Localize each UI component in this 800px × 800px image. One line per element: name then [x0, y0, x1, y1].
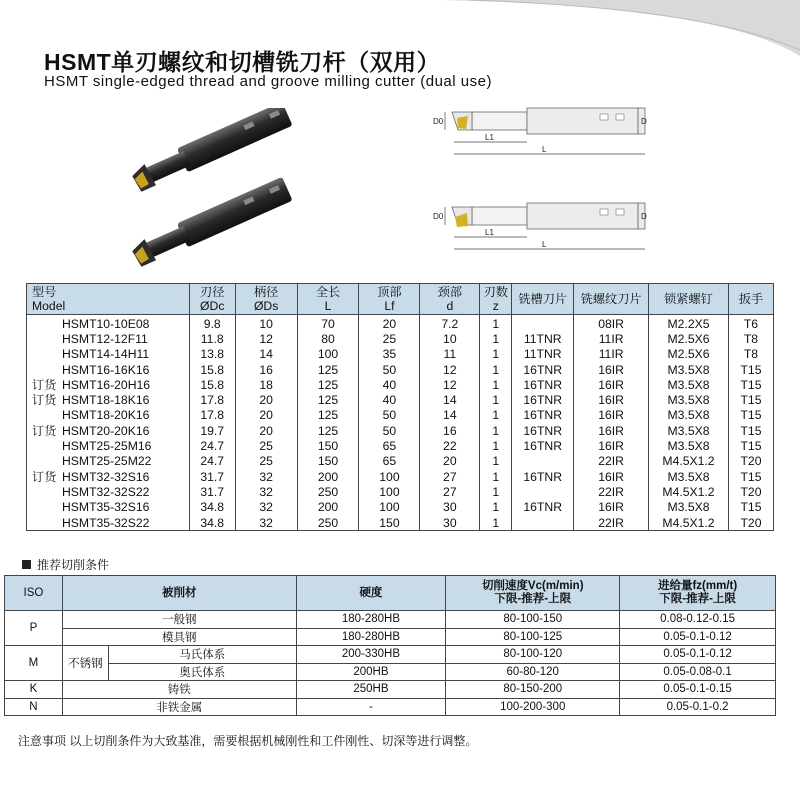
header-dc: [189, 284, 235, 315]
lf-cell: 65: [359, 454, 420, 469]
ds-cell: 18: [235, 377, 297, 392]
header-l-sym: L: [324, 299, 332, 313]
model-cell: [27, 469, 190, 484]
spec-row: [27, 423, 774, 438]
thread-cell: 16IR: [574, 362, 649, 377]
footer-note: 注意事项 以上切削条件为大致基准，需要根据机械刚性和工件刚性、切深等进行调整。: [18, 734, 478, 748]
header-material: 被削材: [62, 576, 296, 611]
thread-cell: 16IR: [574, 469, 649, 484]
thread-cell: 16IR: [574, 438, 649, 453]
speed-cell: 80-100-120: [446, 646, 620, 664]
wrench-cell: T15: [728, 438, 773, 453]
bullet-square-icon: [22, 560, 31, 569]
screw-cell: M4.5X1.2: [649, 515, 729, 531]
model-cell: [27, 315, 190, 332]
header-dc-cn: 刃径: [200, 285, 225, 299]
groove-cell: 16TNR: [512, 362, 574, 377]
model-cell: [27, 331, 190, 346]
model-cell: [27, 347, 190, 362]
screw-cell: M3.5X8: [649, 362, 729, 377]
d-cell: 12: [420, 377, 480, 392]
wrench-cell: T15: [728, 392, 773, 407]
l-cell: 100: [297, 347, 359, 362]
screw-cell: M2.5X6: [649, 331, 729, 346]
spec-row: [27, 392, 774, 407]
d-cell: 14: [420, 392, 480, 407]
z-cell: 1: [480, 315, 512, 332]
dc-cell: 34.8: [189, 515, 235, 531]
wrench-cell: T15: [728, 362, 773, 377]
ds-cell: 25: [235, 454, 297, 469]
dc-cell: 34.8: [189, 500, 235, 515]
model-name: HSMT20-20K16: [62, 423, 150, 438]
thread-cell: 16IR: [574, 392, 649, 407]
cutting-row: [5, 646, 776, 664]
spec-row: [27, 315, 774, 332]
dc-cell: 15.8: [189, 362, 235, 377]
hardness-cell: 200HB: [296, 663, 446, 681]
stainless-group: 不锈钢: [62, 646, 108, 681]
d-cell: 12: [420, 362, 480, 377]
d-cell: 7.2: [420, 315, 480, 332]
header-feed: [620, 576, 776, 611]
wrench-cell: T20: [728, 454, 773, 469]
speed-cell: 80-100-150: [446, 611, 620, 629]
lf-cell: 40: [359, 377, 420, 392]
z-cell: 1: [480, 362, 512, 377]
ds-cell: 32: [235, 515, 297, 531]
lf-cell: 35: [359, 347, 420, 362]
groove-cell: 16TNR: [512, 408, 574, 423]
thread-cell: 11IR: [574, 347, 649, 362]
header-lf-sym: Lf: [384, 299, 395, 313]
z-cell: 1: [480, 484, 512, 499]
lf-cell: 100: [359, 484, 420, 499]
ds-cell: 32: [235, 469, 297, 484]
speed-cell: 100-200-300: [446, 698, 620, 716]
hardness-cell: 250HB: [296, 681, 446, 699]
model-name: HSMT18-18K16: [62, 393, 150, 408]
l-cell: 125: [297, 377, 359, 392]
hardness-cell: 180-280HB: [296, 611, 446, 629]
d-cell: 16: [420, 423, 480, 438]
thread-cell: 22IR: [574, 515, 649, 531]
spec-header-row: [27, 284, 774, 315]
d-label: D: [641, 117, 647, 126]
header-l: [297, 284, 359, 315]
wrench-cell: T20: [728, 484, 773, 499]
cutting-header-row: [5, 576, 776, 611]
spec-row: [27, 454, 774, 469]
hardness-cell: 200-330HB: [296, 646, 446, 664]
header-iso: ISO: [5, 576, 63, 611]
ds-cell: 14: [235, 347, 297, 362]
hardness-cell: -: [296, 698, 446, 716]
wrench-cell: T8: [728, 331, 773, 346]
cutting-section-title: [22, 556, 109, 573]
d0-label: D0: [433, 117, 444, 126]
model-name: HSMT25-25M22: [62, 454, 152, 469]
l-label: L: [542, 145, 547, 154]
ds-cell: 20: [235, 408, 297, 423]
technical-drawing-threading: [430, 102, 655, 162]
model-cell: [27, 515, 190, 531]
lf-cell: 20: [359, 315, 420, 332]
material-cell: 一般钢: [62, 611, 296, 629]
groove-cell: 16TNR: [512, 438, 574, 453]
thread-cell: 22IR: [574, 454, 649, 469]
wrench-cell: T15: [728, 377, 773, 392]
speed-cell: 60-80-120: [446, 663, 620, 681]
product-photo: [120, 108, 310, 268]
spec-row: [27, 331, 774, 346]
material-cell: 马氏体系: [108, 646, 296, 664]
groove-cell: 16TNR: [512, 423, 574, 438]
iso-group-k: K: [5, 681, 63, 699]
model-name: HSMT18-20K16: [62, 408, 150, 423]
l-cell: 250: [297, 484, 359, 499]
l-cell: 200: [297, 500, 359, 515]
spec-row: [27, 500, 774, 515]
header-d-sym: d: [446, 299, 454, 313]
spec-row: [27, 408, 774, 423]
d-cell: 20: [420, 454, 480, 469]
page-title: HSMT单刃螺纹和切槽铣刀杆（双用）: [44, 49, 441, 75]
z-cell: 1: [480, 408, 512, 423]
d-cell: 14: [420, 408, 480, 423]
cutting-section-text: 推荐切削条件: [37, 558, 110, 572]
model-name: HSMT25-25M16: [62, 439, 152, 454]
d-cell: 11: [420, 347, 480, 362]
l-cell: 80: [297, 331, 359, 346]
header-ds-cn: 柄径: [253, 285, 279, 299]
order-tag: 订货: [32, 377, 57, 392]
material-cell: 非铁金属: [62, 698, 296, 716]
groove-cell: [512, 515, 574, 531]
dc-cell: 11.8: [189, 331, 235, 346]
z-cell: 1: [480, 438, 512, 453]
lf-cell: 65: [359, 438, 420, 453]
header-lf-cn: 顶部: [377, 285, 402, 299]
order-tag: 订货: [32, 393, 57, 408]
d-cell: 22: [420, 438, 480, 453]
header-feed-range: 下限-推荐-上限: [659, 593, 736, 605]
dc-cell: 15.8: [189, 377, 235, 392]
header-speed-label: 切削速度Vc(m/min): [481, 580, 584, 592]
lf-cell: 25: [359, 331, 420, 346]
screw-cell: M3.5X8: [649, 500, 729, 515]
material-cell: 模具钢: [62, 628, 296, 646]
feed-cell: 0.05-0.1-0.12: [620, 628, 776, 646]
z-cell: 1: [480, 454, 512, 469]
technical-drawing-grooving: [430, 197, 655, 257]
screw-cell: M3.5X8: [649, 408, 729, 423]
l-cell: 70: [297, 315, 359, 332]
header-feed-label: 进给量fz(mm/t): [657, 580, 738, 592]
model-name: HSMT16-20H16: [62, 377, 151, 392]
lf-cell: 100: [359, 469, 420, 484]
l-cell: 125: [297, 408, 359, 423]
groove-cell: 11TNR: [512, 347, 574, 362]
spec-row: [27, 362, 774, 377]
z-cell: 1: [480, 377, 512, 392]
screw-cell: M4.5X1.2: [649, 484, 729, 499]
dc-cell: 17.8: [189, 408, 235, 423]
order-tag: 订货: [32, 423, 57, 438]
groove-cell: [512, 454, 574, 469]
z-cell: 1: [480, 469, 512, 484]
feed-cell: 0.05-0.1-0.2: [620, 698, 776, 716]
spec-row: [27, 484, 774, 499]
header-d-cn: 颈部: [437, 285, 463, 299]
dc-cell: 31.7: [189, 469, 235, 484]
model-name: HSMT12-12F11: [62, 331, 148, 346]
wrench-cell: T15: [728, 500, 773, 515]
header-speed: [446, 576, 620, 611]
dc-cell: 13.8: [189, 347, 235, 362]
screw-cell: M2.5X6: [649, 347, 729, 362]
header-ds: [235, 284, 297, 315]
header-ds-sym: ØDs: [253, 299, 279, 313]
spec-row: [27, 347, 774, 362]
cutting-conditions-table: [4, 575, 776, 716]
header-model: [27, 284, 190, 315]
header-z: [480, 284, 512, 315]
l-cell: 150: [297, 454, 359, 469]
wrench-cell: T8: [728, 347, 773, 362]
iso-group-p: P: [5, 611, 63, 646]
groove-cell: [512, 315, 574, 332]
l1-label: L1: [485, 133, 494, 142]
l-label: L: [542, 240, 547, 249]
spec-row: [27, 377, 774, 392]
screw-cell: M4.5X1.2: [649, 454, 729, 469]
spec-row: [27, 469, 774, 484]
model-cell: [27, 484, 190, 499]
header-speed-range: 下限-推荐-上限: [494, 593, 572, 605]
material-cell: 奥氏体系: [108, 663, 296, 681]
header-model-en: Model: [32, 299, 66, 313]
iso-group-n: N: [5, 698, 63, 716]
l-cell: 200: [297, 469, 359, 484]
header-hardness: 硬度: [296, 576, 446, 611]
groove-cell: 11TNR: [512, 331, 574, 346]
thread-cell: 16IR: [574, 377, 649, 392]
ds-cell: 32: [235, 500, 297, 515]
dc-cell: 17.8: [189, 392, 235, 407]
screw-cell: M3.5X8: [649, 438, 729, 453]
dc-cell: 31.7: [189, 484, 235, 499]
model-name: HSMT32-32S22: [62, 484, 150, 499]
model-cell: [27, 500, 190, 515]
spec-body: [27, 315, 774, 531]
header-l-cn: 全长: [315, 285, 341, 299]
iso-group-m: M: [5, 646, 63, 681]
ds-cell: 32: [235, 484, 297, 499]
feed-cell: 0.05-0.1-0.12: [620, 646, 776, 664]
cutting-row: [5, 663, 776, 681]
model-cell: [27, 362, 190, 377]
l-cell: 125: [297, 392, 359, 407]
model-cell: [27, 392, 190, 407]
order-tag: 订货: [32, 469, 57, 484]
wrench-cell: T15: [728, 423, 773, 438]
lf-cell: 50: [359, 362, 420, 377]
model-name: HSMT35-32S16: [62, 500, 150, 515]
groove-cell: 16TNR: [512, 377, 574, 392]
speed-cell: 80-150-200: [446, 681, 620, 699]
d-cell: 27: [420, 469, 480, 484]
model-cell: [27, 377, 190, 392]
page-subtitle: HSMT single-edged thread and groove milling cutter (dual use): [44, 73, 492, 90]
screw-cell: M3.5X8: [649, 469, 729, 484]
thread-cell: 11IR: [574, 331, 649, 346]
d-cell: 30: [420, 500, 480, 515]
z-cell: 1: [480, 423, 512, 438]
spec-row: [27, 515, 774, 531]
model-name: HSMT16-16K16: [62, 362, 150, 377]
dc-cell: 9.8: [189, 315, 235, 332]
model-cell: [27, 408, 190, 423]
z-cell: 1: [480, 392, 512, 407]
header-z-cn: 刃数: [483, 285, 508, 299]
ds-cell: 20: [235, 423, 297, 438]
dc-cell: 19.7: [189, 423, 235, 438]
l-cell: 250: [297, 515, 359, 531]
wrench-cell: T15: [728, 408, 773, 423]
d-cell: 10: [420, 331, 480, 346]
speed-cell: 80-100-125: [446, 628, 620, 646]
z-cell: 1: [480, 331, 512, 346]
ds-cell: 16: [235, 362, 297, 377]
wrench-cell: T20: [728, 515, 773, 531]
d0-label: D0: [433, 212, 444, 221]
ds-cell: 12: [235, 331, 297, 346]
l-cell: 125: [297, 423, 359, 438]
model-name: HSMT14-14H11: [62, 347, 150, 362]
feed-cell: 0.05-0.1-0.15: [620, 681, 776, 699]
feed-cell: 0.08-0.12-0.15: [620, 611, 776, 629]
lf-cell: 50: [359, 423, 420, 438]
model-name: HSMT10-10E08: [62, 316, 150, 331]
d-label: D: [641, 212, 647, 221]
cutting-row: [5, 681, 776, 699]
groove-cell: 16TNR: [512, 500, 574, 515]
header-dc-sym: ØDc: [200, 299, 225, 313]
groove-cell: 16TNR: [512, 469, 574, 484]
cutting-row: [5, 698, 776, 716]
material-cell: 铸铁: [62, 681, 296, 699]
header-thread-insert: 铣螺纹刀片: [574, 284, 649, 315]
dc-cell: 24.7: [189, 454, 235, 469]
ds-cell: 20: [235, 392, 297, 407]
wrench-cell: T15: [728, 469, 773, 484]
thread-cell: 16IR: [574, 423, 649, 438]
d-cell: 30: [420, 515, 480, 531]
header-z-sym: z: [492, 299, 499, 313]
lf-cell: 150: [359, 515, 420, 531]
z-cell: 1: [480, 347, 512, 362]
model-name: HSMT35-32S22: [62, 515, 150, 530]
lf-cell: 100: [359, 500, 420, 515]
thread-cell: 16IR: [574, 500, 649, 515]
cutting-row: [5, 611, 776, 629]
spec-table: [26, 283, 774, 531]
model-cell: [27, 454, 190, 469]
model-cell: [27, 438, 190, 453]
screw-cell: M3.5X8: [649, 423, 729, 438]
lf-cell: 40: [359, 392, 420, 407]
model-name: HSMT32-32S16: [62, 469, 150, 484]
screw-cell: M3.5X8: [649, 392, 729, 407]
cutting-row: [5, 628, 776, 646]
d-cell: 27: [420, 484, 480, 499]
screw-cell: M2.2X5: [649, 315, 729, 332]
ds-cell: 25: [235, 438, 297, 453]
header-wrench: 扳手: [728, 284, 773, 315]
thread-cell: 16IR: [574, 408, 649, 423]
ds-cell: 10: [235, 315, 297, 332]
z-cell: 1: [480, 515, 512, 531]
header-screw: 锁紧螺钉: [649, 284, 729, 315]
l-cell: 125: [297, 362, 359, 377]
thread-cell: 08IR: [574, 315, 649, 332]
feed-cell: 0.05-0.08-0.1: [620, 663, 776, 681]
header-d: [420, 284, 480, 315]
z-cell: 1: [480, 500, 512, 515]
spec-row: [27, 438, 774, 453]
thread-cell: 22IR: [574, 484, 649, 499]
header-corner-decoration: [440, 0, 800, 56]
dc-cell: 24.7: [189, 438, 235, 453]
header-lf: [359, 284, 420, 315]
groove-cell: [512, 484, 574, 499]
wrench-cell: T6: [728, 315, 773, 332]
l-cell: 150: [297, 438, 359, 453]
groove-cell: 16TNR: [512, 392, 574, 407]
screw-cell: M3.5X8: [649, 377, 729, 392]
lf-cell: 50: [359, 408, 420, 423]
model-cell: [27, 423, 190, 438]
hardness-cell: 180-280HB: [296, 628, 446, 646]
l1-label: L1: [485, 228, 494, 237]
header-groove-insert: 铣槽刀片: [512, 284, 574, 315]
header-model-cn: 型号: [32, 285, 57, 299]
